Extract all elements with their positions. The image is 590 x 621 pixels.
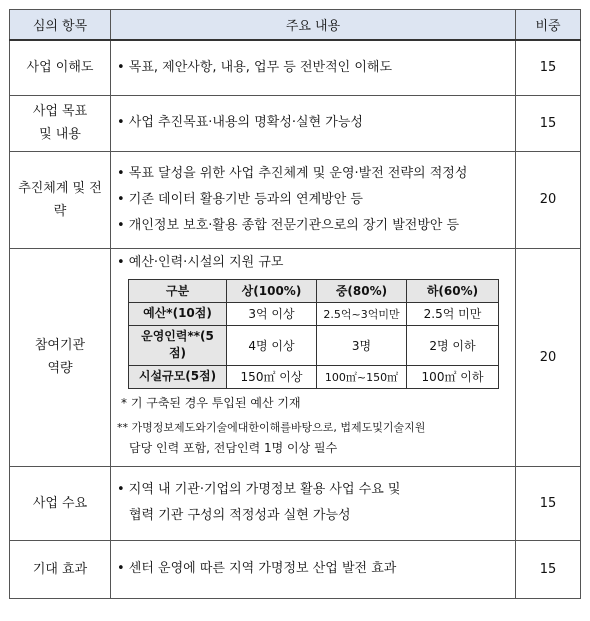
sub-cell: 3명 xyxy=(317,325,407,365)
sub-header-cell: 중(80%) xyxy=(317,279,407,302)
sub-cell: 2명 이하 xyxy=(407,325,499,365)
table-row xyxy=(10,248,581,466)
bullet-text: 협력 기관 구성의 적정성과 실현 가능성 xyxy=(129,508,351,523)
sub-header-cell: 상(100%) xyxy=(227,279,317,302)
row-item-line: 역량 xyxy=(47,361,73,376)
row-content xyxy=(111,40,516,95)
row-weight: 15 xyxy=(516,40,581,95)
sub-cell: 100㎡ 이하 xyxy=(407,365,499,388)
bullet-text: • 개인정보 보호·활용 종합 전문기관으로의 장기 발전방안 등 xyxy=(117,217,460,233)
sub-header-cell: 구분 xyxy=(129,279,227,302)
footnote: ** 가명정보제도와기술에대한이해를바탕으로, 법제도및기술지원 xyxy=(117,420,426,434)
row-item: 기대 효과 xyxy=(10,540,111,598)
sub-cell: 2.5억 미만 xyxy=(407,302,499,325)
sub-row-label: 시설규모(5점) xyxy=(129,365,227,388)
row-content xyxy=(111,540,516,598)
header-row xyxy=(10,10,581,41)
row-weight: 20 xyxy=(516,248,581,466)
bullet-text: • 예산·인력·시설의 지원 규모 xyxy=(117,254,284,270)
row-item: 사업 이해도 xyxy=(10,40,111,95)
row-weight: 15 xyxy=(516,466,581,540)
sub-header-row xyxy=(129,279,499,302)
row-content xyxy=(111,466,516,540)
sub-cell: 100㎡~150㎡ xyxy=(317,365,407,388)
table-row xyxy=(10,95,581,151)
sub-row xyxy=(129,365,499,388)
support-scale-table xyxy=(128,279,499,389)
row-content xyxy=(111,151,516,248)
row-item xyxy=(10,95,111,151)
sub-row-label-line: 점) xyxy=(168,346,187,360)
row-item-line: 및 내용 xyxy=(39,127,81,142)
sub-row-label-line: 운영인력**(5 xyxy=(141,329,214,343)
row-item xyxy=(10,248,111,466)
row-item: 사업 수요 xyxy=(10,466,111,540)
header-item: 심의 항목 xyxy=(10,10,111,41)
row-item-line: 추진체계 및 전 xyxy=(18,180,102,196)
table-row xyxy=(10,151,581,248)
header-content: 주요 내용 xyxy=(111,10,516,41)
row-weight: 20 xyxy=(516,151,581,248)
bullet-text: • 지역 내 기관·기업의 가명정보 활용 사업 수요 및 xyxy=(117,482,401,497)
evaluation-table-container xyxy=(9,9,580,599)
sub-header-cell: 하(60%) xyxy=(407,279,499,302)
sub-cell: 2.5억~3억미만 xyxy=(317,302,407,325)
header-weight: 비중 xyxy=(516,10,581,41)
sub-row xyxy=(129,325,499,365)
row-content xyxy=(111,248,516,466)
sub-cell: 150㎡ 이상 xyxy=(227,365,317,388)
row-content xyxy=(111,95,516,151)
bullet-text: • 기존 데이터 활용기반 등과의 연계방안 등 xyxy=(117,191,363,207)
table-row xyxy=(10,466,581,540)
sub-row-label: 예산*(10점) xyxy=(129,302,227,325)
row-item-line: 사업 목표 xyxy=(32,104,88,119)
sub-cell: 3억 이상 xyxy=(227,302,317,325)
row-item-line: 참여기관 xyxy=(34,338,86,353)
sub-row-label xyxy=(129,325,227,365)
row-item xyxy=(10,151,111,248)
evaluation-criteria-table xyxy=(9,9,581,599)
row-item-line: 략 xyxy=(53,203,67,219)
footnote: 담당 인력 포함, 전담인력 1명 이상 필수 xyxy=(129,440,338,455)
table-row xyxy=(10,40,581,95)
sub-cell: 4명 이상 xyxy=(227,325,317,365)
bullet-text: • 사업 추진목표·내용의 명확성·실현 가능성 xyxy=(117,115,363,130)
row-weight: 15 xyxy=(516,95,581,151)
bullet-text: • 목표 달성을 위한 사업 추진체계 및 운영·발전 전략의 적정성 xyxy=(117,165,468,181)
bullet-text: • 센터 운영에 따른 지역 가명정보 산업 발전 효과 xyxy=(117,561,397,576)
table-row xyxy=(10,540,581,598)
row-weight: 15 xyxy=(516,540,581,598)
bullet-text: • 목표, 제안사항, 내용, 업무 등 전반적인 이해도 xyxy=(117,59,393,75)
footnote: * 기 구축된 경우 투입된 예산 기재 xyxy=(121,395,301,410)
sub-row xyxy=(129,302,499,325)
